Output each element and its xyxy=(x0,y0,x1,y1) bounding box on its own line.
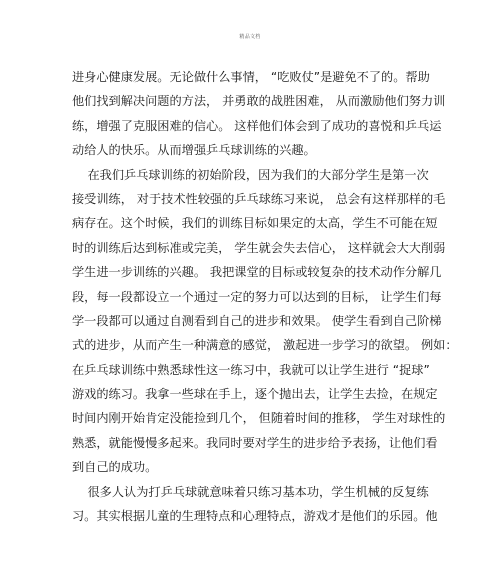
text-line: 时的训练后达到标准或完美， 学生就会失去信心， 这样就会大大削弱 xyxy=(72,240,446,255)
text-line: 进身心健康发展。无论做什么事情， “吃败仗”是避免不了的。帮助 xyxy=(72,70,430,84)
text-line: 动给人的快乐。从而增强乒乓球训练的兴趣。 xyxy=(72,143,316,158)
text-line: 他们找到解决问题的方法， 并勇敢的战胜困难， 从而激励他们努力训 xyxy=(72,94,446,109)
text-line: 接受训练， 对于技术性较强的乒乓球练习来说， 总会有这样那样的毛 xyxy=(72,191,446,206)
text-line: 游戏的练习。我拿一些球在手上，逐个抛出去，让学生去捡，在规定 xyxy=(72,387,438,402)
text-line: 到自己的成功。 xyxy=(72,460,158,475)
text-line: 熟悉，就能慢慢多起来。我同时要对学生的进步给予表扬，让他们看 xyxy=(72,435,438,450)
text-line: 时间内刚开始肯定没能捡到几个， 但随着时间的推移， 学生对球性的 xyxy=(72,411,446,426)
text-line: 段，每一段都设立一个通过一定的努力可以达到的目标， 让学生们每 xyxy=(72,289,442,304)
text-line: 病存在。这个时候，我们的训练目标如果定的太高，学生不可能在短 xyxy=(72,216,438,231)
body-text xyxy=(72,65,458,528)
page-header: 精品文档 xyxy=(239,34,261,40)
text-line: 练，增强了克服困难的信心。 这样他们体会到了成功的喜悦和乒乓运 xyxy=(72,118,442,133)
text-line: 习。其实根据儿童的生理特点和心理特点，游戏才是他们的乐园。他 xyxy=(72,509,438,524)
text-line: 在我们乒乓球训练的初始阶段，因为我们的大部分学生是第一次 xyxy=(72,167,429,182)
text-line: 在乒乓球训练中熟悉球性这一练习中，我就可以让学生进行 “捉球” xyxy=(72,362,430,377)
text-line: 学生进一步训练的兴趣。 我把课堂的目标或较复杂的技术动作分解几 xyxy=(72,265,442,280)
text-line: 很多人认为打乒乓球就意味着只练习基本功，学生机械的反复练 xyxy=(72,484,429,499)
text-line: 式的进步，从而产生一种满意的感觉， 激起进一步学习的欲望。 例如： xyxy=(72,338,458,353)
text-line: 学一段都可以通过自测看到自己的进步和效果。 使学生看到自己阶梯 xyxy=(72,313,442,328)
